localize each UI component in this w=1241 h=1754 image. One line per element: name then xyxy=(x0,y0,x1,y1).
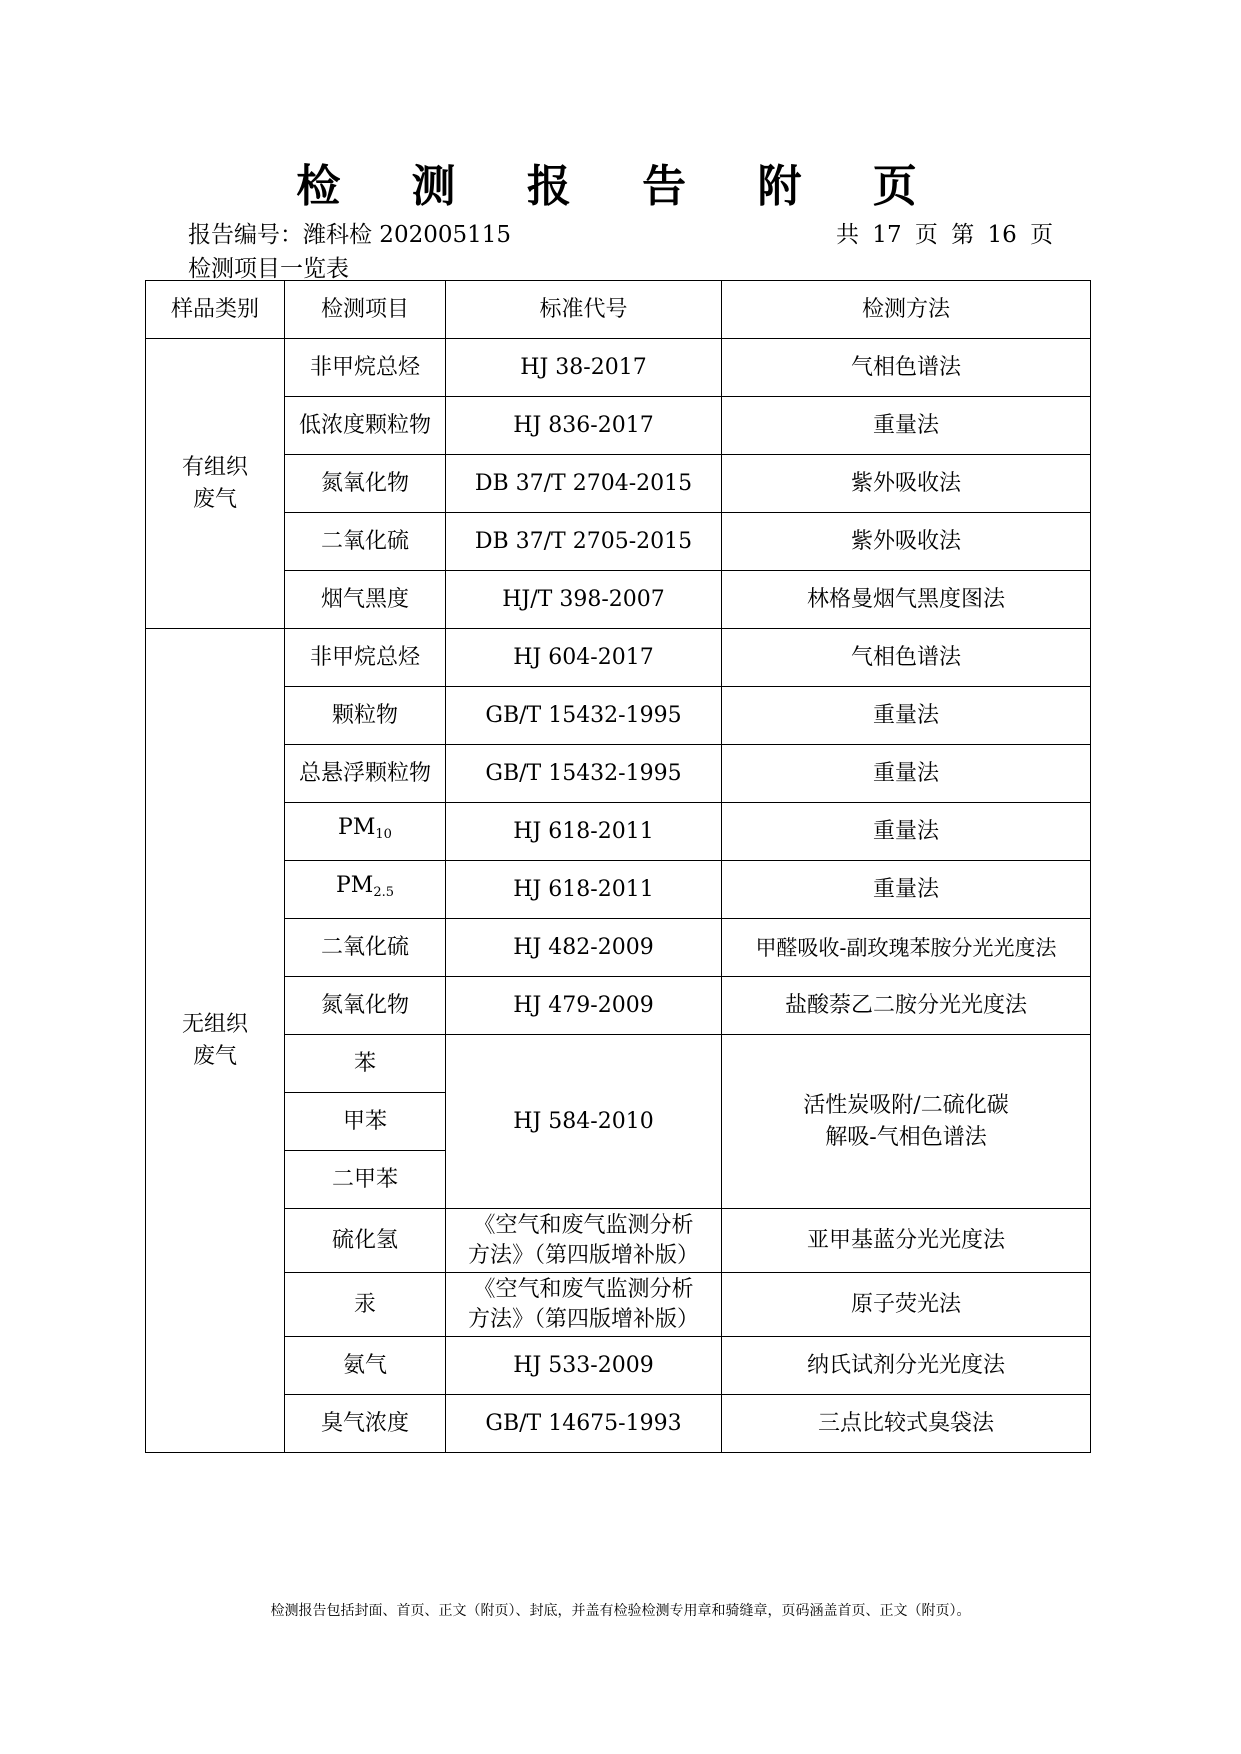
page-info: 共 17 页 第 16 页 xyxy=(836,222,1054,248)
table-row xyxy=(146,1395,1091,1453)
standard-cell: HJ 618-2011 xyxy=(446,803,722,861)
standard-cell: HJ 836-2017 xyxy=(446,397,722,455)
standard-cell: DB 37/T 2704-2015 xyxy=(446,455,722,513)
header-category: 样品类别 xyxy=(146,281,285,339)
standard-cell: 《空气和废气监测分析 方法》（第四版增补版） xyxy=(446,1209,722,1273)
item-cell: 苯 xyxy=(285,1035,446,1093)
header-method: 检测方法 xyxy=(722,281,1091,339)
method-cell: 重量法 xyxy=(722,397,1091,455)
item-pm-label: PM xyxy=(338,815,376,840)
method-cell: 林格曼烟气黑度图法 xyxy=(722,571,1091,629)
standard-cell: HJ 482-2009 xyxy=(446,919,722,977)
method-cell: 重量法 xyxy=(722,745,1091,803)
standard-cell: HJ 479-2009 xyxy=(446,977,722,1035)
item-cell: 硫化氢 xyxy=(285,1209,446,1273)
method-cell: 紫外吸收法 xyxy=(722,513,1091,571)
method-cell: 纳氏试剂分光光度法 xyxy=(722,1337,1091,1395)
item-cell: 二氧化硫 xyxy=(285,513,446,571)
standard-cell: 《空气和废气监测分析 方法》（第四版增补版） xyxy=(446,1273,722,1337)
page-title: 检 测 报 告 附 页 xyxy=(296,161,945,212)
standard-cell: HJ 584-2010 xyxy=(446,1035,722,1209)
standard-cell: GB/T 15432-1995 xyxy=(446,687,722,745)
method-cell: 重量法 xyxy=(722,861,1091,919)
method-cell: 紫外吸收法 xyxy=(722,455,1091,513)
method-cell: 原子荧光法 xyxy=(722,1273,1091,1337)
table-row xyxy=(146,629,1091,687)
table-row xyxy=(146,1035,1091,1093)
item-pm-label: PM xyxy=(335,873,374,898)
standard-cell: HJ/T 398-2007 xyxy=(446,571,722,629)
table-row xyxy=(146,397,1091,455)
method-cell: 气相色谱法 xyxy=(722,339,1091,397)
category-cell: 有组织 废气 xyxy=(146,339,285,629)
item-cell: 氨气 xyxy=(285,1337,446,1395)
item-cell: 汞 xyxy=(285,1273,446,1337)
standard-cell: HJ 618-2011 xyxy=(446,861,722,919)
table-row xyxy=(146,745,1091,803)
category-cell: 无组织 废气 xyxy=(146,629,285,1453)
item-cell: 低浓度颗粒物 xyxy=(285,397,446,455)
table-row xyxy=(146,1337,1091,1395)
report-number: 报告编号：潍科检 202005115 xyxy=(188,222,512,248)
item-cell xyxy=(285,803,446,861)
table-row xyxy=(146,977,1091,1035)
table-header-row xyxy=(146,281,1091,339)
item-cell: 非甲烷总烃 xyxy=(285,339,446,397)
item-cell: 非甲烷总烃 xyxy=(285,629,446,687)
standard-cell: HJ 533-2009 xyxy=(446,1337,722,1395)
table-row xyxy=(146,687,1091,745)
item-cell: 氮氧化物 xyxy=(285,977,446,1035)
method-cell: 重量法 xyxy=(722,687,1091,745)
header-standard: 标准代号 xyxy=(446,281,722,339)
item-cell: 烟气黑度 xyxy=(285,571,446,629)
item-cell: 臭气浓度 xyxy=(285,1395,446,1453)
item-cell: 甲苯 xyxy=(285,1093,446,1151)
method-cell: 三点比较式臭袋法 xyxy=(722,1395,1091,1453)
table-row xyxy=(146,455,1091,513)
method-cell: 甲醛吸收-副玫瑰苯胺分光光度法 xyxy=(722,919,1091,977)
item-cell xyxy=(285,861,446,919)
table-row xyxy=(146,339,1091,397)
item-cell: 总悬浮颗粒物 xyxy=(285,745,446,803)
item-pm-subscript: 2.5 xyxy=(373,885,395,900)
item-pm-subscript: 10 xyxy=(375,827,392,842)
method-cell: 重量法 xyxy=(722,803,1091,861)
method-cell: 气相色谱法 xyxy=(722,629,1091,687)
table-row xyxy=(146,513,1091,571)
item-cell: 二氧化硫 xyxy=(285,919,446,977)
item-cell: 氮氧化物 xyxy=(285,455,446,513)
item-cell: 二甲苯 xyxy=(285,1151,446,1209)
method-cell: 亚甲基蓝分光光度法 xyxy=(722,1209,1091,1273)
table-row xyxy=(146,1209,1091,1273)
standard-cell: HJ 604-2017 xyxy=(446,629,722,687)
standard-cell: DB 37/T 2705-2015 xyxy=(446,513,722,571)
table-row xyxy=(146,919,1091,977)
table-row xyxy=(146,1273,1091,1337)
standard-cell: GB/T 14675-1993 xyxy=(446,1395,722,1453)
standard-cell: HJ 38-2017 xyxy=(446,339,722,397)
header-item: 检测项目 xyxy=(285,281,446,339)
standard-cell: GB/T 15432-1995 xyxy=(446,745,722,803)
test-items-table xyxy=(145,280,1091,1453)
table-row xyxy=(146,861,1091,919)
method-cell: 活性炭吸附/二硫化碳 解吸-气相色谱法 xyxy=(722,1035,1091,1209)
table-row xyxy=(146,803,1091,861)
item-cell: 颗粒物 xyxy=(285,687,446,745)
footer-note: 检测报告包括封面、首页、正文（附页）、封底，并盖有检验检测专用章和骑缝章，页码涵盖首页、正文（附页）。 xyxy=(270,1603,971,1619)
table-row xyxy=(146,571,1091,629)
list-title: 检测项目一览表 xyxy=(188,256,349,282)
method-cell: 盐酸萘乙二胺分光光度法 xyxy=(722,977,1091,1035)
